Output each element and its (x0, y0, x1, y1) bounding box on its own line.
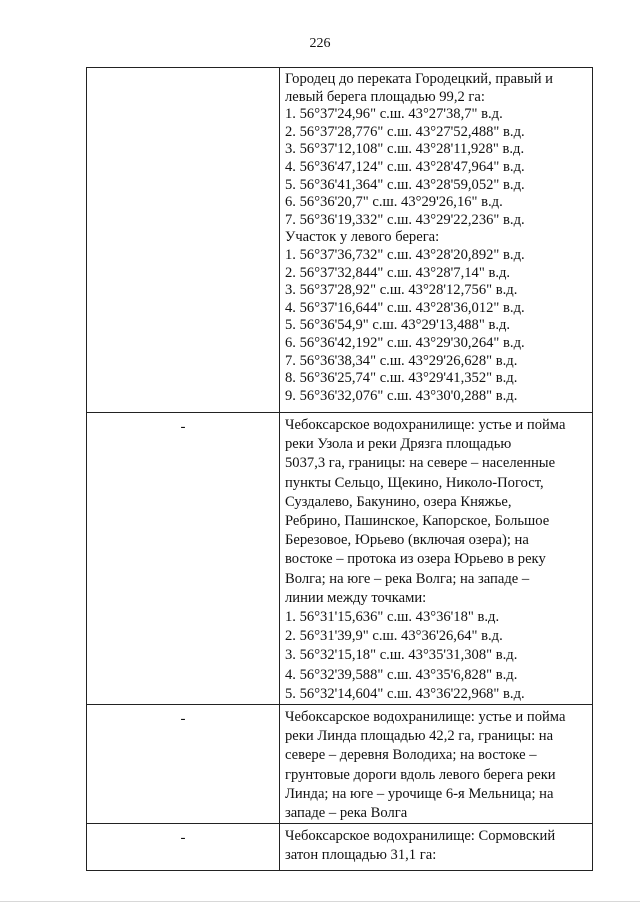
description-line: 6. 56°36'42,192" с.ш. 43°29'30,264" в.д. (285, 334, 525, 351)
table-row (87, 705, 593, 824)
description-line: 7. 56°36'38,34" с.ш. 43°29'26,628" в.д. (285, 352, 518, 369)
description-line: 5. 56°32'14,604" с.ш. 43°36'22,968" в.д. (285, 685, 525, 702)
description-line: 4. 56°36'47,124" с.ш. 43°28'47,964" в.д. (285, 158, 525, 175)
page-number: 226 (309, 36, 331, 51)
description-line: Участок у левого берега: (285, 229, 440, 246)
description-line: 2. 56°37'28,776" с.ш. 43°27'52,488" в.д. (285, 123, 525, 140)
row-description-cell (280, 705, 593, 824)
row-description-cell (280, 824, 593, 871)
table-row (87, 68, 593, 413)
table-row (87, 824, 593, 871)
description-line: Городец до переката Городецкий, правый и (285, 71, 553, 87)
row-marker-cell (87, 68, 280, 413)
description-line: 1. 56°37'24,96" с.ш. 43°27'38,7" в.д. (285, 106, 503, 123)
description-line: Березовое, Юрьево (включая озера); на (285, 532, 529, 549)
description-line: 1. 56°37'36,732" с.ш. 43°28'20,892" в.д. (285, 246, 525, 263)
description-line: затон площадью 31,1 га: (285, 847, 437, 864)
description-line: пункты Сельцо, Щекино, Николо-Погост, (285, 474, 544, 491)
row-marker: - (180, 711, 186, 728)
description-line: 3. 56°37'12,108" с.ш. 43°28'11,928" в.д. (285, 141, 525, 158)
description-line: 9. 56°36'32,076" с.ш. 43°30'0,288" в.д. (285, 387, 518, 404)
description-line: линии между точками: (285, 589, 427, 606)
description-line: 7. 56°36'19,332" с.ш. 43°29'22,236" в.д. (285, 211, 525, 228)
document-table (86, 67, 593, 871)
description-line: 8. 56°36'25,74" с.ш. 43°29'41,352" в.д. (285, 370, 518, 387)
page-edge-line (0, 901, 640, 902)
description-line: грунтовые дороги вдоль левого берега реки (285, 766, 556, 783)
description-line: Суздалево, Бакунино, озера Княжье, (285, 493, 512, 510)
description-line: 2. 56°31'39,9" с.ш. 43°36'26,64" в.д. (285, 628, 503, 645)
description-line: Ребрино, Пашинское, Капорское, Большое (285, 513, 550, 530)
row-description-cell (280, 68, 593, 413)
row-marker-cell (87, 413, 280, 705)
description-line: Чебоксарское водохранилище: Сормовский (285, 828, 556, 845)
row-description-cell (280, 413, 593, 705)
description-line: реки Узола и реки Дрязга площадью (285, 436, 512, 453)
row-marker: - (180, 419, 186, 435)
description-line: 4. 56°37'16,644" с.ш. 43°28'36,012" в.д. (285, 299, 525, 316)
description-line: Линда; на юге – урочище 6-я Мельница; на (285, 785, 554, 802)
row-marker-cell (87, 824, 280, 871)
description-line: левый берега площадью 99,2 га: (285, 88, 485, 105)
row-marker (87, 68, 279, 74)
description-line: севере – деревня Володиха; на востоке – (285, 747, 537, 764)
table-body (87, 68, 593, 871)
description-line: западе – река Волга (285, 805, 408, 822)
description-line: Волга; на юге – река Волга; на западе – (285, 570, 530, 587)
description-line: 1. 56°31'15,636" с.ш. 43°36'18" в.д. (285, 609, 500, 626)
description-line: реки Линда площадью 42,2 га, границы: на (285, 728, 554, 745)
row-marker: - (180, 830, 186, 847)
description-line: Чебоксарское водохранилище: устье и пойма (285, 417, 566, 433)
row-marker-cell (87, 705, 280, 824)
description-line: 2. 56°37'32,844" с.ш. 43°28'7,14" в.д. (285, 264, 511, 281)
description-line: 3. 56°37'28,92" с.ш. 43°28'12,756" в.д. (285, 282, 518, 299)
description-line: Чебоксарское водохранилище: устье и пойма (285, 709, 566, 726)
description-line: 6. 56°36'20,7" с.ш. 43°29'26,16" в.д. (285, 194, 503, 211)
description-line: 4. 56°32'39,588" с.ш. 43°35'6,828" в.д. (285, 666, 518, 683)
description-line: 3. 56°32'15,18" с.ш. 43°35'31,308" в.д. (285, 647, 518, 664)
table-row (87, 413, 593, 705)
description-line: 5. 56°36'54,9" с.ш. 43°29'13,488" в.д. (285, 317, 511, 334)
description-line: востоке – протока из озера Юрьево в реку (285, 551, 546, 568)
description-line: 5037,3 га, границы: на севере – населенные (285, 455, 556, 472)
description-line: 5. 56°36'41,364" с.ш. 43°28'59,052" в.д. (285, 176, 525, 193)
